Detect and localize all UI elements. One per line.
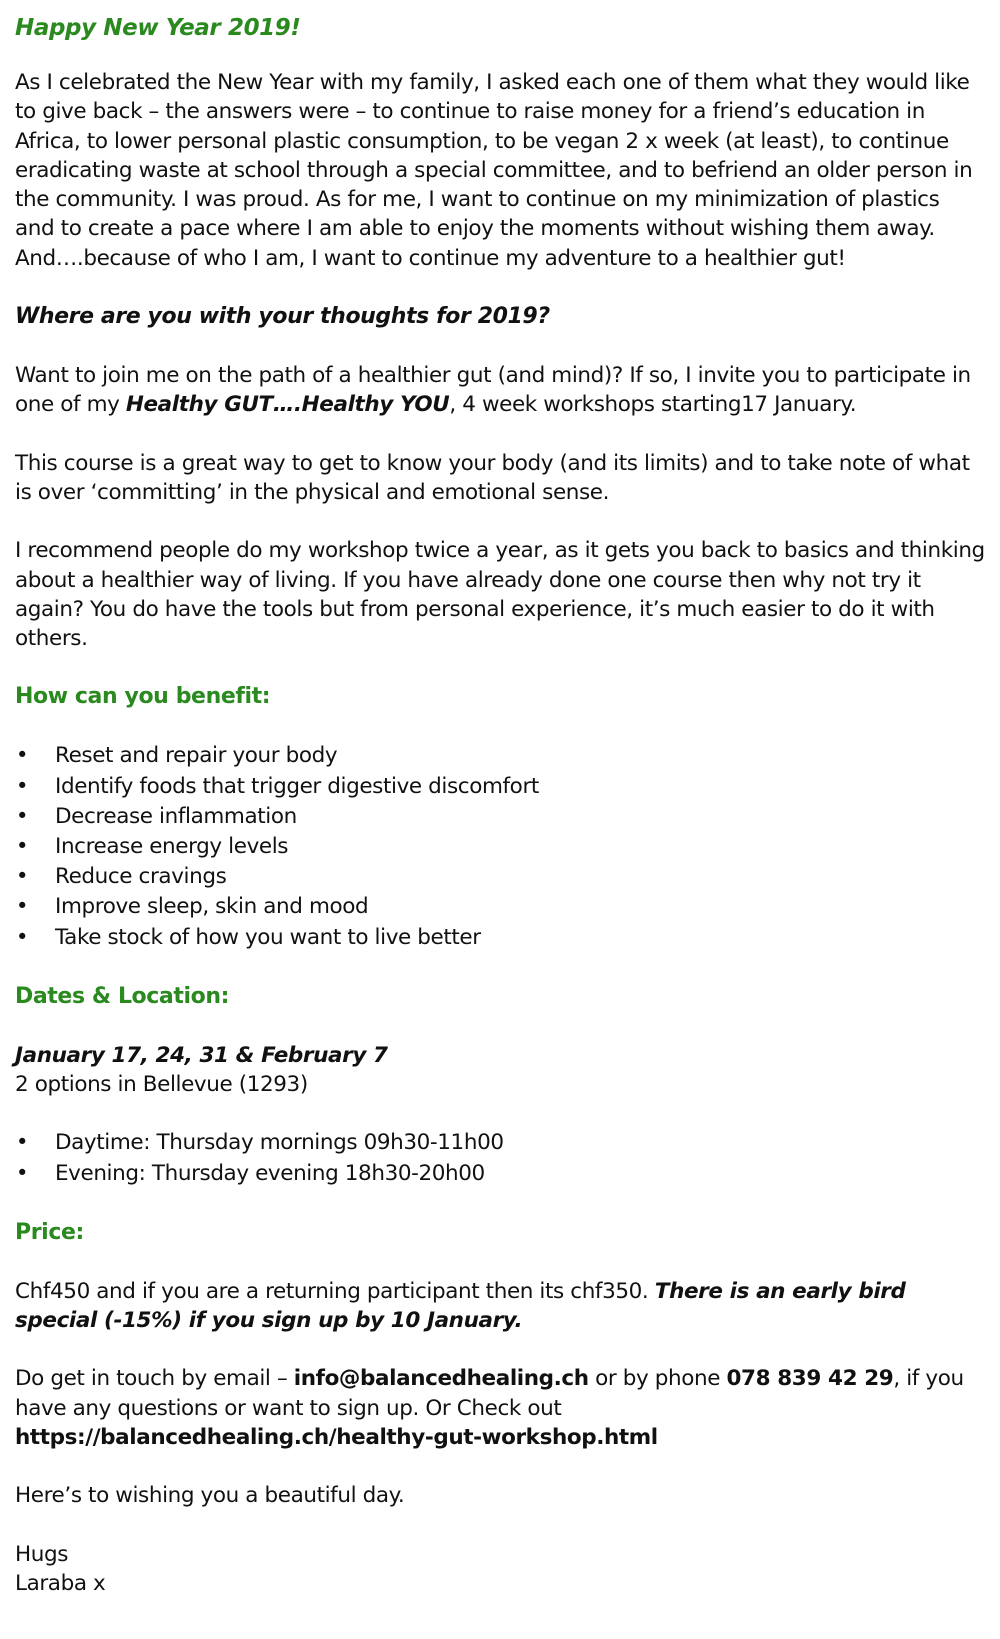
option-text: Evening: Thursday evening 18h30-20h00 xyxy=(55,1160,485,1186)
signature-line: Laraba x xyxy=(15,1570,106,1596)
question-heading: Where are you with your thoughts for 2019? xyxy=(15,304,550,330)
list-item xyxy=(15,892,985,922)
invite-text-before: Want to join me on the path of a healthier gut (and mind)? If so, I invite you to participate in one of my xyxy=(15,363,971,418)
signoff-line: Hugs xyxy=(15,1541,69,1567)
list-item xyxy=(15,1128,985,1158)
list-item xyxy=(15,832,985,862)
bullet-icon: • xyxy=(15,894,29,920)
email-link[interactable]: info@balancedhealing.ch xyxy=(293,1366,589,1392)
contact-paragraph xyxy=(15,1364,985,1452)
invite-text-after: , 4 week workshops starting17 January. xyxy=(449,392,857,418)
bullet-icon: • xyxy=(15,1130,29,1156)
bullet-icon: • xyxy=(15,1160,29,1186)
workshop-url-link[interactable]: https://balancedhealing.ch/healthy-gut-workshop.html xyxy=(15,1425,658,1451)
list-item xyxy=(15,1159,985,1189)
option-text: Daytime: Thursday mornings 09h30-11h00 xyxy=(55,1130,504,1156)
course-paragraph: This course is a great way to get to know your body (and its limits) and to take note of what is over ‘committing’ in the physical and emotional sense. xyxy=(15,450,970,505)
benefits-heading: How can you benefit: xyxy=(15,684,271,710)
list-item xyxy=(15,741,985,771)
list-item xyxy=(15,923,985,953)
benefit-text: Reset and repair your body xyxy=(55,743,338,769)
closing-line: Here’s to wishing you a beautiful day. xyxy=(15,1483,405,1509)
invite-paragraph xyxy=(15,361,985,420)
benefit-text: Identify foods that trigger digestive discomfort xyxy=(55,773,539,799)
benefits-list xyxy=(15,741,985,952)
benefit-text: Decrease inflammation xyxy=(55,803,297,829)
contact-text-before-phone: or by phone xyxy=(588,1366,727,1392)
price-paragraph xyxy=(15,1277,985,1336)
bullet-icon: • xyxy=(15,834,29,860)
dates-line: January 17, 24, 31 & February 7 xyxy=(15,1042,388,1068)
benefit-text: Take stock of how you want to live better xyxy=(55,924,481,950)
workshop-name: Healthy GUT….Healthy YOU xyxy=(125,392,450,418)
list-item xyxy=(15,802,985,832)
benefit-text: Reduce cravings xyxy=(55,864,227,890)
price-heading: Price: xyxy=(15,1219,84,1245)
contact-text-after-phone: , if you have any questions or want to sign up. Or Check out xyxy=(15,1366,964,1421)
bullet-icon: • xyxy=(15,773,29,799)
newsletter-title: Happy New Year 2019! xyxy=(15,15,301,41)
bullet-icon: • xyxy=(15,864,29,890)
bullet-icon: • xyxy=(15,743,29,769)
benefit-text: Increase energy levels xyxy=(55,834,289,860)
bullet-icon: • xyxy=(15,803,29,829)
list-item xyxy=(15,772,985,802)
list-item xyxy=(15,862,985,892)
benefit-text: Improve sleep, skin and mood xyxy=(55,894,369,920)
dates-heading: Dates & Location: xyxy=(15,983,229,1009)
location-line: 2 options in Bellevue (1293) xyxy=(15,1072,308,1098)
early-bird-text: There is an early bird special (-15%) if you sign up by 10 January. xyxy=(15,1278,906,1334)
phone-link[interactable]: 078 839 42 29 xyxy=(726,1366,894,1392)
intro-paragraph: As I celebrated the New Year with my family, I asked each one of them what they would like to give back – the answers were – to continue to raise money for a friend’s education in Africa, to lower personal plastic consumption, to be vegan 2 x week (at least), to continue eradicating waste at school through a special committee, and to befriend an older person in the community. I was proud. As for me, I want to continue on my minimization of plastics and to create a pace where I am able to enjoy the moments without wishing them away. And….because of who I am, I want to continue my adventure to a healthier gut! xyxy=(15,70,973,271)
session-options-list xyxy=(15,1128,985,1188)
price-text: Chf450 and if you are a returning participant then its chf350. xyxy=(15,1278,655,1304)
contact-text-before-email: Do get in touch by email – xyxy=(15,1366,294,1392)
bullet-icon: • xyxy=(15,924,29,950)
recommend-paragraph: I recommend people do my workshop twice a year, as it gets you back to basics and thinking about a healthier way of living. If you have already done one course then why not try it again? You do have the tools but from personal experience, it’s much easier to do it with others. xyxy=(15,538,985,652)
